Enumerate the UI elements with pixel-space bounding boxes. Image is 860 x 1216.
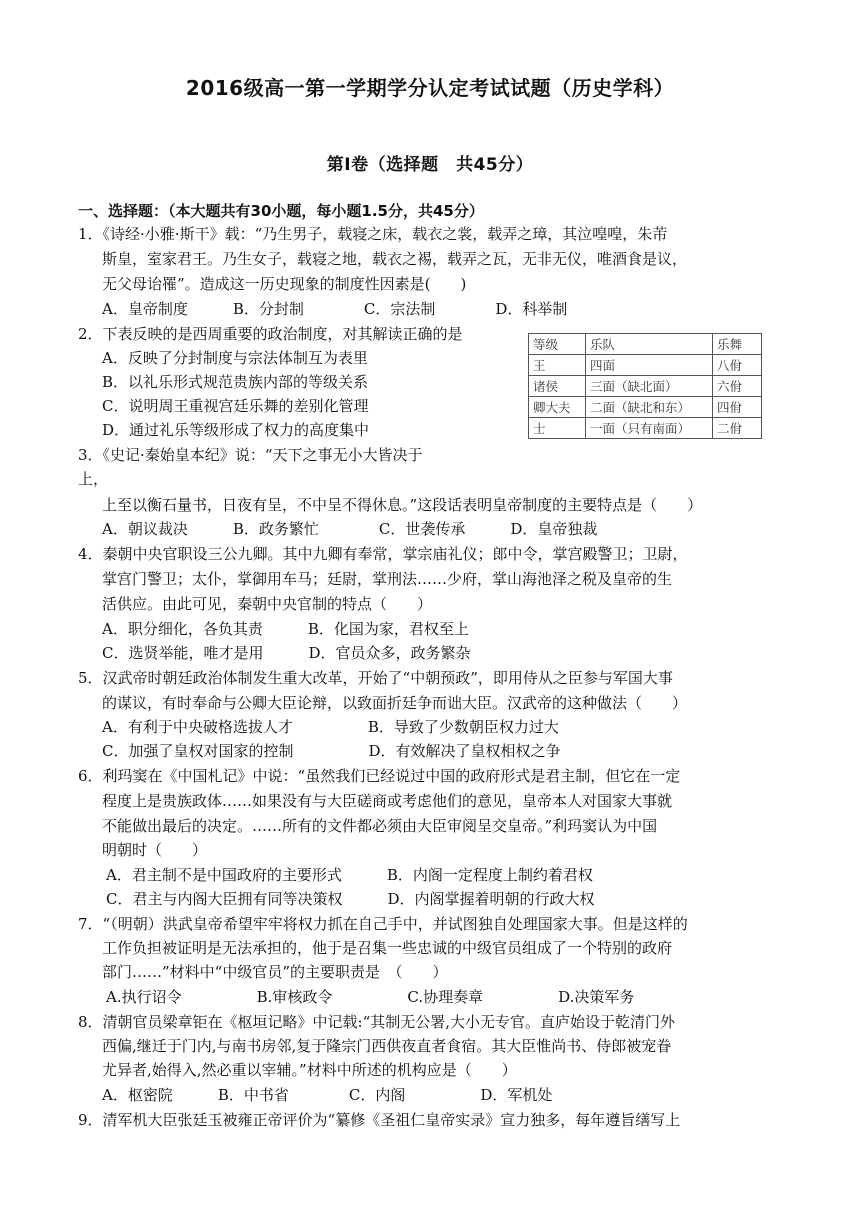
- exam-title: 2016级高一第一学期学分认定考试试题（历史学科）: [185, 76, 675, 100]
- table-cell: 八佾: [713, 355, 762, 376]
- table-row: [529, 334, 762, 355]
- q5-options-cd: C．加强了皇权对国家的控制 D．有效解决了皇权相权之争: [102, 742, 561, 760]
- q2-option-d: D．通过礼乐等级形成了权力的高度集中: [102, 421, 370, 439]
- table-cell: 二佾: [713, 418, 762, 439]
- q8-stem-line: 8．清朝官员梁章钜在《枢垣记略》中记载:“其制无公署,大小无专官。直庐始设于乾清门外: [78, 1013, 676, 1031]
- q2-stem-line: 2．下表反映的是西周重要的政治制度，对其解读正确的是: [78, 325, 463, 343]
- q3-stem-line: 3．《史记·秦始皇本纪》说：“天下之事无小大皆决于: [78, 446, 423, 464]
- q4-stem-line: 活供应。由此可见，秦朝中央官制的特点（ ）: [102, 595, 433, 613]
- q7-options: A.执行诏令 B.审核政令 C.协理奏章 D.决策军务: [106, 988, 635, 1006]
- q6-stem-line: 不能做出最后的决定。……所有的文件都必须由大臣审阅呈交皇帝。”利玛窦认为中国: [102, 817, 658, 835]
- table-cell: 二面（缺北和东）: [586, 397, 713, 418]
- q6-stem-line: 6．利玛窦在《中国札记》中说：“虽然我们已经说过中国的政府形式是君主制，但它在一定: [78, 767, 681, 785]
- q3-stem-line: 上，: [78, 470, 109, 488]
- ritual-rank-table: [528, 333, 762, 439]
- table-cell: 乐舞: [713, 334, 762, 355]
- table-cell: 六佾: [713, 376, 762, 397]
- q8-stem-line: 西偏,继迁于门内,与南书房邻,复于隆宗门西供夜直者食宿。其大臣惟尚书、侍郎被宠眷: [102, 1037, 672, 1055]
- table-row: [529, 376, 762, 397]
- q6-stem-line: 明朝时（ ）: [102, 841, 208, 859]
- q6-options-ab: A．君主制不是中国政府的主要形式 B．内阁一定程度上制约着君权: [106, 866, 593, 884]
- q3-stem-line: 上至以衡石量书，日夜有呈，不中呈不得休息。”这段话表明皇帝制度的主要特点是（ ）: [102, 496, 703, 514]
- part-heading: 第Ⅰ卷（选择题 共45分）: [326, 155, 534, 175]
- table-cell: 三面（缺北面）: [586, 376, 713, 397]
- q4-stem-line: 4．秦朝中央官职设三公九卿。其中九卿有奉常，掌宗庙礼仪；郎中令，掌宫殿警卫；卫尉，: [78, 545, 688, 563]
- table-row: [529, 418, 762, 439]
- q9-stem-line: 9．清军机大臣张廷玉被雍正帝评价为“纂修《圣祖仁皇帝实录》宣力独多，每年遵旨缮写上: [78, 1111, 681, 1129]
- q7-stem-line: 部门……”材料中“中级官员”的主要职责是 （ ）: [102, 963, 448, 981]
- table-row: [529, 355, 762, 376]
- table-cell: 四佾: [713, 397, 762, 418]
- table-row: [529, 397, 762, 418]
- q7-stem-line: 7．“（明朝）洪武皇帝希望牢牢将权力抓在自己手中，并试图独自处理国家大事。但是这样的: [78, 915, 688, 933]
- q6-stem-line: 程度上是贵族政体……如果没有与大臣磋商或考虑他们的意见，皇帝本人对国家大事就: [102, 792, 673, 810]
- table-cell: 四面: [586, 355, 713, 376]
- q6-options-cd: C．君主与内阁大臣拥有同等决策权 D．内阁掌握着明朝的行政大权: [106, 890, 595, 908]
- q4-options-cd: C．选贤举能，唯才是用 D．官员众多，政务繁杂: [102, 644, 471, 662]
- q7-stem-line: 工作负担被证明是无法承担的，他于是召集一些忠诚的中级官员组成了一个特别的政府: [102, 939, 673, 957]
- table-cell: 乐队: [586, 334, 713, 355]
- section-heading: 一、选择题：（本大题共有30小题，每小题1.5分，共45分）: [78, 202, 484, 220]
- q5-stem-line: 的谋议，有时奉命与公卿大臣论辩，以致面折廷争而诎大臣。汉武帝的这种做法（ ）: [102, 694, 688, 712]
- q5-stem-line: 5．汉武帝时朝廷政治体制发生重大改革，开始了“中朝预政”，即用侍从之臣参与军国大事: [78, 669, 673, 687]
- q8-stem-line: 尤异者,始得入,然必重以宰辅。”材料中所述的机构应是（ ）: [102, 1061, 517, 1079]
- q4-stem-line: 掌宫门警卫；太仆，掌御用车马；廷尉，掌刑法……少府，掌山海池泽之税及皇帝的生: [102, 570, 673, 588]
- q5-options-ab: A．有利于中央破格选拔人才 B．导致了少数朝臣权力过大: [102, 718, 559, 736]
- q2-option-a: A．反映了分封制度与宗法体制互为表里: [102, 349, 368, 367]
- table-cell: 等级: [529, 334, 586, 355]
- table-cell: 一面（只有南面）: [586, 418, 713, 439]
- q1-stem-line: 斯皇，室家君王。乃生女子，载寝之地，载衣之裼，载弄之瓦，无非无仪，唯酒食是议，: [102, 250, 688, 268]
- table-cell: 王: [529, 355, 586, 376]
- q1-options: A．皇帝制度 B．分封制 C．宗法制 D．科举制: [102, 300, 568, 318]
- table-cell: 诸侯: [529, 376, 586, 397]
- q8-options: A．枢密院 B．中书省 C．内阁 D．军机处: [102, 1086, 553, 1104]
- q3-options: A．朝议裁决 B．政务繁忙 C．世袭传承 D．皇帝独裁: [102, 520, 598, 538]
- q2-option-b: B．以礼乐形式规范贵族内部的等级关系: [102, 373, 369, 391]
- q1-stem-line: 无父母诒罹”。造成这一历史现象的制度性因素是( ): [102, 275, 467, 293]
- table-cell: 卿大夫: [529, 397, 586, 418]
- q1-stem-line: 1．《诗经·小雅·斯干》载：“乃生男子，载寝之床，载衣之裳，载弄之璋，其泣喤喤，朱芾: [78, 225, 668, 243]
- table-cell: 士: [529, 418, 586, 439]
- q2-option-c: C．说明周王重视宫廷乐舞的差别化管理: [102, 397, 369, 415]
- q4-options-ab: A．职分细化，各负其责 B．化国为家，君权至上: [102, 620, 469, 638]
